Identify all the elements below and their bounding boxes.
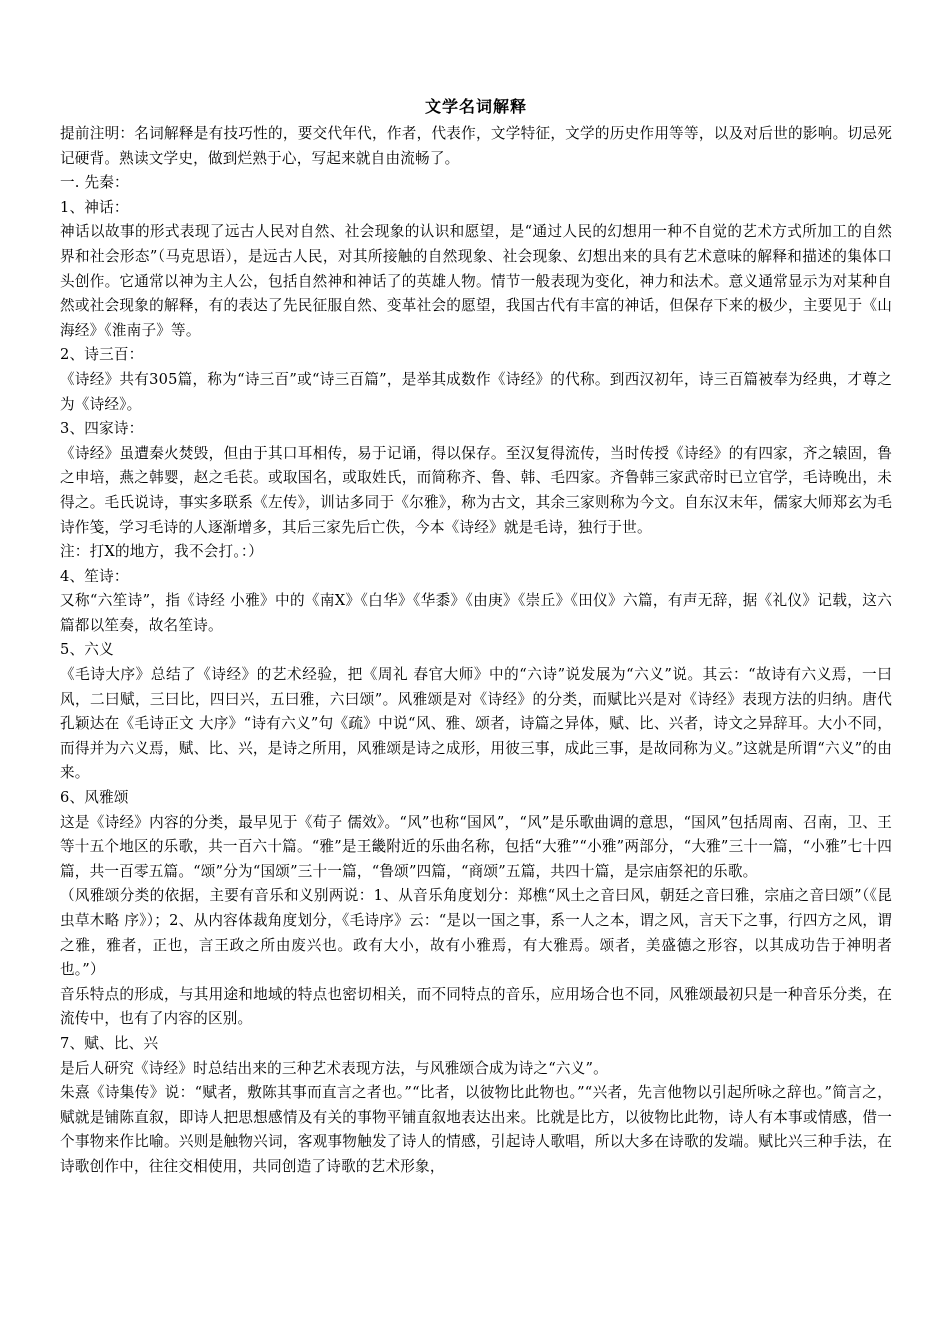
term-heading-shi-san-bai: 2、诗三百： — [60, 346, 144, 364]
section-heading-pre-qin: 一. 先秦： — [60, 174, 129, 192]
term-body-sheng-shi: 又称“六笙诗”，指《诗经 小雅》中的《南X》《白华》《华黍》《由庚》《崇丘》《田仪》六篇，有声无辞，据《礼仪》记载，这六篇都以笙奏，故名笙诗。 — [60, 592, 892, 634]
term-body-liu-yi: 《毛诗大序》总结了《诗经》的艺术经验，把《周礼 春官大师》中的“六诗”说发展为“六义”说。其云：“故诗有六义焉，一曰风，二曰赋，三曰比，四曰兴，五曰雅，六曰颂”。风雅颂是对《诗经》的分类，而赋比兴是对《诗经》表现方法的归纳。唐代孔颖达在《毛诗正文 大序》“诗有六义”句《疏》中说“风、雅、颂者，诗篇之异体，赋、比、兴者，诗文之异辞耳。大小不同，而得并为六义焉，赋、比、兴，是诗之所用，风雅颂是诗之成形，用彼三事，成此三事，是故同称为义。”这就是所谓“六义”的由来。 — [60, 666, 892, 782]
term-body-myth: 神话以故事的形式表现了远古人民对自然、社会现象的认识和愿望，是“通过人民的幻想用一种不自觉的艺术方式所加工的自然界和社会形态”（马克思语），是远古人民，对其所接触的自然现象、社会现象、幻想出来的具有艺术意味的解释和描述的集体口头创作。它通常以神为主人公，包括自然神和神话了的英雄人物。情节一般表现为变化，神力和法术。意义通常显示为对某种自然或社会现象的解释，有的表达了先民征服自然、变革社会的愿望，我国古代有丰富的神话，但保存下来的极少，主要见于《山海经》《淮南子》等。 — [60, 223, 892, 339]
document-body — [60, 122, 892, 1180]
document-title: 文学名词解释 — [424, 97, 527, 116]
term-heading-myth: 1、神话： — [60, 198, 129, 216]
term-body-fu-bi-xing-zhu-xi: 朱熹《诗集传》说：“赋者，敷陈其事而直言之者也。”“比者，以彼物比此物也。”“兴者，先言他物以引起所咏之辞也。”简言之，赋就是铺陈直叙，即诗人把思想感情及有关的事物平铺直叙地表达出来。比就是比方，以彼物比此物，诗人有本事或情感，借一个事物来作比喻。兴则是触物兴词，客观事物触发了诗人的情感，引起诗人歌唱，所以大多在诗歌的发端。赋比兴三种手法，在诗歌创作中，往往交相使用，共同创造了诗歌的艺术形象， — [60, 1084, 892, 1175]
term-body-shi-san-bai: 《诗经》共有305篇，称为“诗三百”或“诗三百篇”，是举其成数作《诗经》的代称。到西汉初年，诗三百篇被奉为经典，才尊之为《诗经》。 — [60, 370, 892, 413]
document-page — [60, 96, 892, 1180]
author-note: 注：打X的地方，我不会打。：） — [60, 543, 264, 561]
term-body-feng-ya-song: 这是《诗经》内容的分类，最早见于《荀子 儒效》。“风”也称“国风”，“风”是乐歌曲调的意思，“国风”包括周南、召南，卫、王等十五个地区的乐歌，共一百六十篇。“雅”是王畿附近的乐曲名称，包括“大雅”“小雅”两部分，“大雅”三十一篇，“小雅”七十四篇，共一百零五篇。“颂”分为“国颂”三十一篇，“鲁颂”四篇，“商颂”五篇，共四十篇，是宗庙祭祀的乐歌。 — [60, 813, 892, 880]
term-heading-feng-ya-song: 6、风雅颂 — [60, 789, 129, 807]
term-heading-sheng-shi: 4、笙诗： — [60, 567, 129, 585]
term-heading-si-jia-shi: 3、四家诗： — [60, 420, 144, 438]
term-body-si-jia-shi: 《诗经》虽遭秦火焚毁，但由于其口耳相传，易于记诵，得以保存。至汉复得流传，当时传授《诗经》的有四家，齐之辕固，鲁之申培，燕之韩婴，赵之毛苌。或取国名，或取姓氏，而简称齐、鲁、韩、毛四家。齐鲁韩三家武帝时已立官学，毛诗晚出，未得之。毛氏说诗，事实多联系《左传》，训诂多同于《尔雅》，称为古文，其余三家则称为今文。自东汉末年，儒家大师郑玄为毛诗作笺，学习毛诗的人逐渐增多，其后三家先后亡佚，今本《诗经》就是毛诗，独行于世。 — [60, 444, 892, 536]
intro-note: 提前注明：名词解释是有技巧性的，要交代年代，作者，代表作，文学特征，文学的历史作用等等，以及对后世的影响。切忌死记硬背。熟读文学史，做到烂熟于心，写起来就自由流畅了。 — [60, 125, 892, 167]
term-body-fu-bi-xing: 是后人研究《诗经》时总结出来的三种艺术表现方法，与风雅颂合成为诗之“六义”。 — [60, 1059, 608, 1077]
term-heading-liu-yi: 5、六义 — [60, 641, 114, 659]
term-body-feng-ya-song-music: 音乐特点的形成，与其用途和地域的特点也密切相关，而不同特点的音乐，应用场合也不同，风雅颂最初只是一种音乐分类，在流传中，也有了内容的区别。 — [60, 985, 892, 1028]
term-heading-fu-bi-xing: 7、赋、比、兴 — [60, 1034, 159, 1052]
term-body-feng-ya-song-basis: （风雅颂分类的依据，主要有音乐和义别两说：1、从音乐角度划分：郑樵“风土之音曰风，朝廷之音曰雅，宗庙之音曰颂”（《昆虫草木略 序》）；2、从内容体裁角度划分，《毛诗序》云：“是以一国之事，系一人之本，谓之风，言天下之事，行四方之风，谓之雅，雅者，正也，言王政之所由废兴也。政有大小，故有小雅焉，有大雅焉。颂者，美盛德之形容，以其成功告于神明者也。”） — [60, 887, 892, 979]
